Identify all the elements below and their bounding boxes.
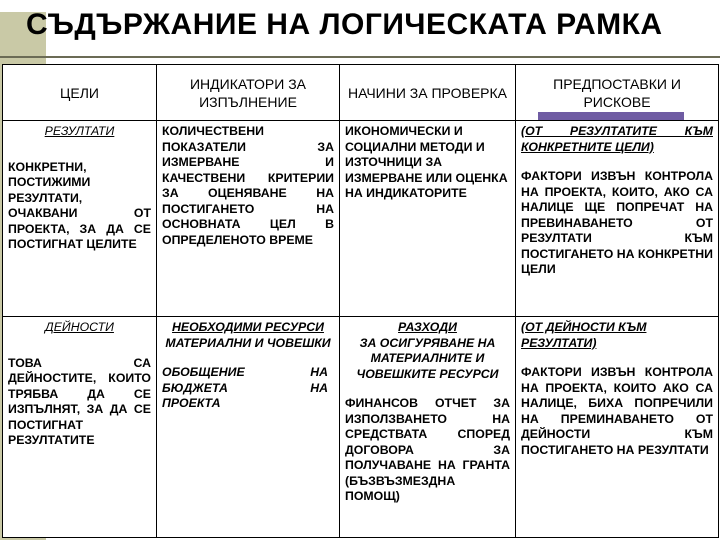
finance-report-text: ФИНАНСОВ ОТЧЕТ ЗА ИЗПОЛЗВАНЕТО НА СРЕДСТВАТА СПОРЕД ДОГОВОРА ЗА ПОЛУЧАВАНЕ НА ГРАНТА (БЪЗВЪЗМЕЗДНА ПОМОЩ) (345, 396, 510, 503)
results-description: КОНКРЕТНИ, ПОСТИЖИМИ РЕЗУЛТАТИ, ОЧАКВАНИ ОТ ПРОЕКТА, ЗА ДА СЕ ПОСТИГНАТ ЦЕЛИТЕ (8, 159, 151, 251)
results-assumptions-heading: (ОТ РЕЗУЛТАТИТЕ КЪМ КОНКРЕТНИТЕ ЦЕЛИ) (521, 124, 713, 154)
resources-heading: НЕОБХОДИМИ РЕСУРСИ (172, 320, 324, 334)
activities-row (3, 317, 719, 538)
activities-goals-cell (3, 317, 157, 538)
activities-label: ДЕЙНОСТИ (45, 320, 114, 334)
header-indicators: ИНДИКАТОРИ ЗА ИЗПЪЛНЕНИЕ (157, 65, 340, 121)
results-row (3, 121, 719, 317)
budget-label: ОБОБЩЕНИЕ БЮДЖЕТА ПРОЕКТА (162, 365, 245, 410)
title-divider (0, 56, 720, 58)
budget-value-1: НА (310, 365, 328, 379)
results-goals-cell (3, 121, 157, 317)
activities-assumptions-cell (516, 317, 719, 538)
resources-text: МАТЕРИАЛНИ И ЧОВЕШКИ (165, 335, 331, 350)
header-assumptions: ПРЕДПОСТАВКИ И РИСКОВЕ (516, 65, 719, 121)
header-verification: НАЧИНИ ЗА ПРОВЕРКА (340, 65, 516, 121)
budget-value-2: НА (310, 380, 328, 395)
budget-block (162, 365, 334, 412)
results-label: РЕЗУЛТАТИ (44, 124, 115, 138)
costs-text: ЗА ОСИГУРЯВАНЕ НА МАТЕРИАЛНИТЕ И ЧОВЕШКИТЕ РЕСУРСИ (356, 335, 499, 381)
results-assumptions-cell (516, 121, 719, 317)
activities-verification-cell (340, 317, 516, 538)
activities-assumptions-heading: (ОТ ДЕЙНОСТИ КЪМ РЕЗУЛТАТИ) (521, 320, 647, 350)
activities-description: ТОВА СА ДЕЙНОСТИТЕ, КОИТО ТРЯБВА ДА СЕ ИЗПЪЛНЯТ, ЗА ДА СЕ ПОСТИГНАТ РЕЗУЛТАТИТЕ (8, 355, 151, 447)
logframe-table (2, 64, 719, 538)
activities-indicators-cell (157, 317, 340, 538)
results-verification-cell: ИКОНОМИЧЕСКИ И СОЦИАЛНИ МЕТОДИ И ИЗТОЧНИЦИ ЗА ИЗМЕРВАНЕ ИЛИ ОЦЕНКА НА ИНДИКАТОРИТЕ (340, 121, 516, 317)
results-indicators-cell: КОЛИЧЕСТВЕНИ ПОКАЗАТЕЛИ ЗА ИЗМЕРВАНЕ И КАЧЕСТВЕНИ КРИТЕРИИ ЗА ОЦЕНЯВАНЕ НА ПОСТИГАНЕТО НА ОСНОВНАТА ЦЕЛ В ОПРЕДЕЛЕНОТО ВРЕМЕ (157, 121, 340, 317)
page-title: СЪДЪРЖАНИЕ НА ЛОГИЧЕСКАТА РАМКА (26, 8, 663, 41)
highlight-bar (538, 112, 684, 120)
header-goals: ЦЕЛИ (3, 65, 157, 121)
activities-assumptions-text: ФАКТОРИ ИЗВЪН КОНТРОЛА НА ПРОЕКТА, КОИТО АКО СА НАЛИЦЕ, БИХА ПОПРЕЧИЛИ НА ПРЕМИНАВАНЕТО ОТ ДЕЙНОСТИ КЪМ ПОСТИГАНЕТО НА РЕЗУЛТАТИ (521, 365, 713, 457)
costs-heading: РАЗХОДИ (398, 320, 457, 334)
results-assumptions-text: ФАКТОРИ ИЗВЪН КОНТРОЛА НА ПРОЕКТА, КОИТО, АКО СА НАЛИЦЕ ЩЕ ПОПРЕЧАТ НА ПРЕВИНАВАНЕТО ОТ РЕЗУЛТАТИ КЪМ ПОСТИГАНЕТО НА КОНКРЕТНИ ЦЕЛИ (521, 169, 713, 276)
